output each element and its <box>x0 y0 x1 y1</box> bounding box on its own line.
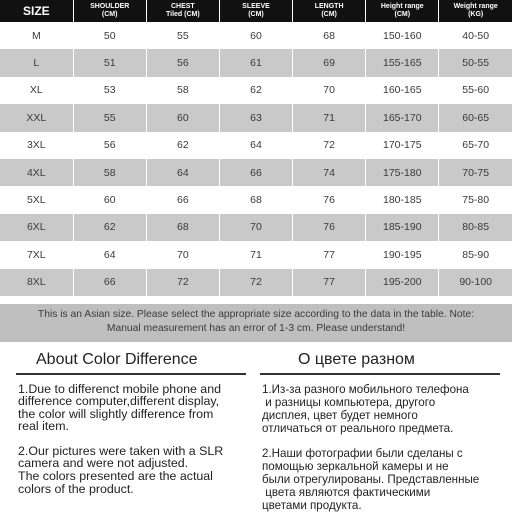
cell-sleeve: 72 <box>219 269 292 296</box>
section-title: О цвете разном <box>298 351 415 368</box>
cell-weight: 50-55 <box>439 49 512 76</box>
size-note-line: Manual measurement has an error of 1-3 cm. Please understand! <box>106 323 406 334</box>
cell-size: XL <box>0 77 73 104</box>
cell-height: 180-185 <box>366 186 439 213</box>
header-shoulder: SHOULDER (CM) <box>73 0 146 22</box>
table-row <box>0 214 512 241</box>
cell-weight: 85-90 <box>439 241 512 268</box>
cell-length: 71 <box>293 104 366 131</box>
cell-length: 76 <box>293 214 366 241</box>
cell-length: 77 <box>293 269 366 296</box>
cell-size: 5XL <box>0 186 73 213</box>
cell-chest: 60 <box>146 104 219 131</box>
paragraph: 2.Our pictures were taken with a SLR camera and were not adjusted. The colors presented are the actual colors of the product. <box>18 443 224 496</box>
table-row <box>0 49 512 76</box>
cell-weight: 70-75 <box>439 159 512 186</box>
cell-length: 74 <box>293 159 366 186</box>
cell-length: 70 <box>293 77 366 104</box>
cell-sleeve: 60 <box>219 22 292 49</box>
cell-size: M <box>0 22 73 49</box>
cell-size: 6XL <box>0 214 73 241</box>
header-height-range: Height range (CM) <box>366 0 439 22</box>
table-row <box>0 186 512 213</box>
cell-length: 72 <box>293 132 366 159</box>
cell-length: 76 <box>293 186 366 213</box>
table-row <box>0 22 512 49</box>
cell-height: 185-190 <box>366 214 439 241</box>
size-note-banner <box>0 304 512 342</box>
section-title: About Color Difference <box>36 351 198 368</box>
cell-weight: 55-60 <box>439 77 512 104</box>
cell-size: 3XL <box>0 132 73 159</box>
table-header-row <box>0 0 512 22</box>
cell-shoulder: 58 <box>73 159 146 186</box>
cell-height: 170-175 <box>366 132 439 159</box>
cell-length: 68 <box>293 22 366 49</box>
cell-length: 69 <box>293 49 366 76</box>
cell-sleeve: 68 <box>219 186 292 213</box>
header-size: SIZE <box>0 0 73 22</box>
cell-height: 175-180 <box>366 159 439 186</box>
cell-shoulder: 51 <box>73 49 146 76</box>
table-row <box>0 159 512 186</box>
cell-weight: 75-80 <box>439 186 512 213</box>
cell-weight: 60-65 <box>439 104 512 131</box>
cell-chest: 56 <box>146 49 219 76</box>
cell-weight: 40-50 <box>439 22 512 49</box>
title-divider <box>260 373 500 375</box>
cell-size: 7XL <box>0 241 73 268</box>
cell-chest: 70 <box>146 241 219 268</box>
cell-length: 77 <box>293 241 366 268</box>
color-difference-english <box>16 342 246 495</box>
cell-shoulder: 66 <box>73 269 146 296</box>
header-length: LENGTH (CM) <box>293 0 366 22</box>
table-row <box>0 241 512 268</box>
header-chest: CHEST Tiled (CM) <box>146 0 219 22</box>
cell-chest: 62 <box>146 132 219 159</box>
paragraph: 2.Наши фотографии были сделаны с помощью зеркальной камеры и не были отрегулированы. Представленные цвета являются фактическими цветами продукта. <box>262 446 480 512</box>
cell-height: 165-170 <box>366 104 439 131</box>
table-row <box>0 269 512 296</box>
cell-weight: 80-85 <box>439 214 512 241</box>
cell-shoulder: 56 <box>73 132 146 159</box>
cell-shoulder: 55 <box>73 104 146 131</box>
cell-height: 155-165 <box>366 49 439 76</box>
cell-height: 160-165 <box>366 77 439 104</box>
cell-sleeve: 63 <box>219 104 292 131</box>
cell-shoulder: 60 <box>73 186 146 213</box>
cell-shoulder: 53 <box>73 77 146 104</box>
cell-sleeve: 61 <box>219 49 292 76</box>
color-difference-section <box>0 342 512 511</box>
cell-size: L <box>0 49 73 76</box>
cell-sleeve: 66 <box>219 159 292 186</box>
cell-height: 195-200 <box>366 269 439 296</box>
cell-height: 190-195 <box>366 241 439 268</box>
cell-chest: 66 <box>146 186 219 213</box>
header-weight-range: Weight range (KG) <box>439 0 512 22</box>
cell-chest: 64 <box>146 159 219 186</box>
cell-shoulder: 50 <box>73 22 146 49</box>
title-divider <box>16 373 246 375</box>
cell-sleeve: 70 <box>219 214 292 241</box>
size-note-line: This is an Asian size. Please select the appropriate size according to the data in the table. Note: <box>37 309 475 320</box>
cell-shoulder: 64 <box>73 241 146 268</box>
paragraph: 1.Due to differenct mobile phone and difference computer,different display, the color will slightly difference from real item. <box>18 381 221 434</box>
cell-sleeve: 62 <box>219 77 292 104</box>
cell-chest: 68 <box>146 214 219 241</box>
table-row <box>0 104 512 131</box>
cell-sleeve: 64 <box>219 132 292 159</box>
cell-chest: 55 <box>146 22 219 49</box>
cell-size: XXL <box>0 104 73 131</box>
cell-shoulder: 62 <box>73 214 146 241</box>
cell-size: 8XL <box>0 269 73 296</box>
cell-weight: 90-100 <box>439 269 512 296</box>
color-difference-russian <box>260 342 500 512</box>
header-sleeve: SLEEVE (CM) <box>219 0 292 22</box>
cell-height: 150-160 <box>366 22 439 49</box>
cell-weight: 65-70 <box>439 132 512 159</box>
table-row <box>0 132 512 159</box>
cell-chest: 72 <box>146 269 219 296</box>
cell-chest: 58 <box>146 77 219 104</box>
paragraph: 1.Из-за разного мобильного телефона и разницы компьютера, другого дисплея, цвет будет немного отличаться от реального предмета. <box>262 382 469 435</box>
table-row <box>0 77 512 104</box>
cell-sleeve: 71 <box>219 241 292 268</box>
cell-size: 4XL <box>0 159 73 186</box>
